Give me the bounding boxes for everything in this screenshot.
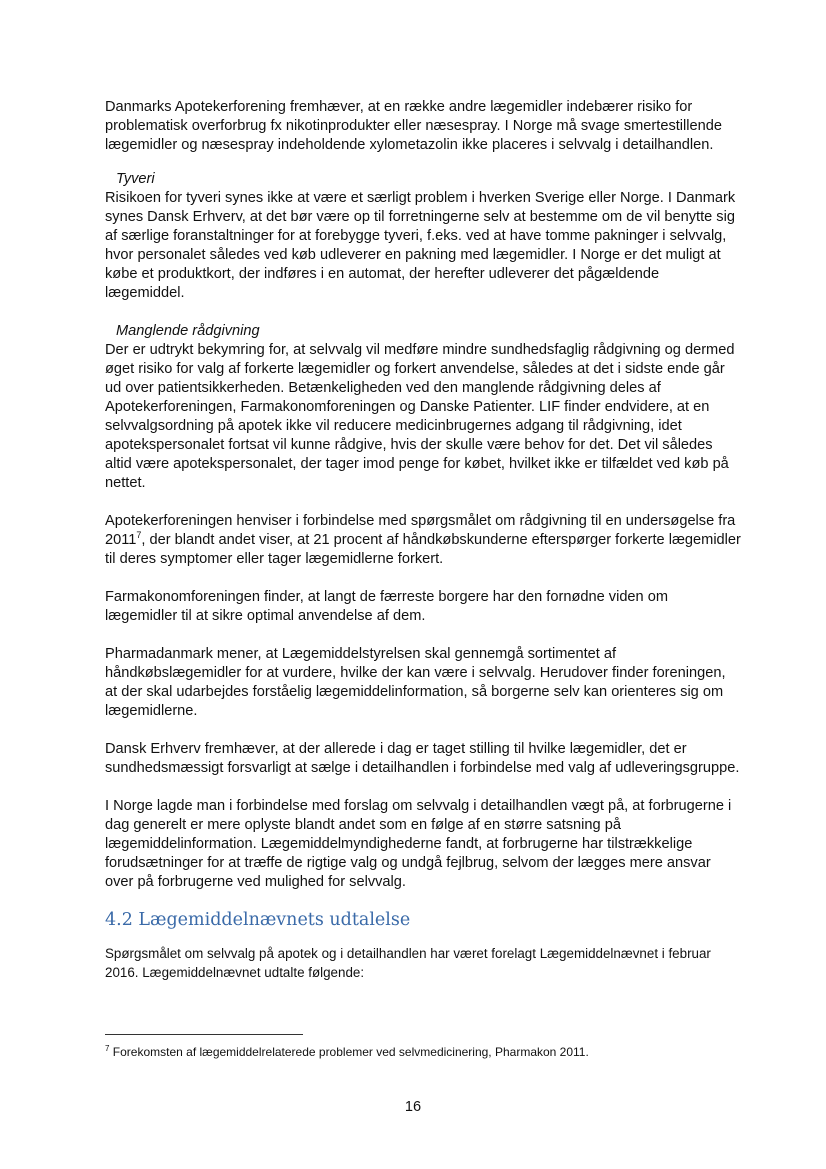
footnote-divider [105,1034,303,1035]
paragraph-dansk-erhverv: Dansk Erhverv fremhæver, at der allerede i dag er taget stilling til hvilke lægemidler, det er sundhedsmæssigt forsvarligt at sælge i detailhandlen i forbindelse med valg af udleveringsgruppe. [105,741,740,776]
footnote [105,1044,741,1060]
footnote-number: 7 [105,1044,110,1053]
paragraph-undersoegelse-end: , der blandt andet viser, at 21 procent af håndkøbskunderne efterspørger forkerte lægemidler til deres symptomer eller tager lægemidlerne forkert. [105,532,741,567]
paragraph-undersoegelse [105,512,741,569]
body-content [105,98,741,982]
paragraph-undersoegelse-start: Apotekerforeningen henviser i forbindelse med spørgsmålet om rådgivning til en undersøgelse fra 2011 [105,513,736,548]
page-number: 16 [404,1099,422,1115]
paragraph-apotekerforening: Danmarks Apotekerforening fremhæver, at en række andre lægemidler indebærer risiko for problematisk overforbrug fx nikotinprodukter eller næsespray. I Norge må svage smertestillende lægemidler og næsespray indeholdende xylometazolin ikke placeres i selvvalg i detailhandlen. [105,99,722,153]
subheading-manglende-raadgivning: Manglende rådgivning [116,323,260,339]
section-manglende-raadgivning [105,322,741,493]
paragraph-manglende-raadgivning: Der er udtrykt bekymring for, at selvvalg vil medføre mindre sundhedsfaglig rådgivning og dermed øget risiko for valg af forkerte lægemidler og forkert anvendelse, således at det i sidste ende går ud over patientsikkerheden. Betænkeligheden ved den manglende rådgivning deles af Apotekerforeningen, Farmakonomforeningen og Danske Patienter. LIF finder endvidere, at en selvvalgsordning på apotek ikke vil reducere medicinbrugernes adgang til rådgivning, idet apotekspersonalet fortsat vil kunne rådgive, hvis der skulle være behov for det. Det vil således altid være apotekspersonalet, der tager imod penge for købet, hvilket ikke er tilfældet ved køb på nettet. [105,342,735,491]
paragraph-tyveri: Risikoen for tyveri synes ikke at være et særligt problem i hverken Sverige eller Norge. I Danmark synes Dansk Erhverv, at det bør være op til forretningerne selv at bestemme om de vil benytte sig af særlige foranstaltninger for at forebygge tyveri, f.eks. ved at have tomme pakninger i selvvalg, hvor personalet således ved køb udleverer en pakning med lægemidler. I Norge er det muligt at købe et produktkort, der indføres i en automat, der herefter udleverer det pågældende lægemiddel. [105,190,736,301]
section-heading: 4.2 Lægemiddelnævnets udtalelse [105,910,411,930]
footnote-text: Forekomsten af lægemiddelrelaterede problemer ved selvmedicinering, Pharmakon 2011. [109,1045,589,1059]
section-tyveri [105,170,741,303]
paragraph-norge: I Norge lagde man i forbindelse med forslag om selvvalg i detailhandlen vægt på, at forbrugerne i dag generelt er mere oplyste blandt andet som en følge af en større satsning på lægemiddelinformation. Lægemiddelmyndighederne fandt, at forbrugerne har tilstrækkelige forudsætninger for at træffe de rigtige valg og undgå fejlbrug, selvom der lægges mere ansvar over på forbrugerne ved mulighed for selvvalg. [105,798,732,890]
subheading-tyveri: Tyveri [116,171,155,187]
footnote-reference: 7 [136,530,142,541]
paragraph-pharmadanmark: Pharmadanmark mener, at Lægemiddelstyrelsen skal gennemgå sortimentet af håndkøbslægemidler for at vurdere, hvilke der kan være i selvvalg. Herudover finder foreningen, at der skal udarbejdes forståelig lægemiddelinformation, så borgerne selv kan orienteres sig om lægemidlerne. [105,646,726,719]
paragraph-farmakonomforeningen: Farmakonomforeningen finder, at langt de færreste borgere har den fornødne viden om lægemidler til at sikre optimal anvendelse af dem. [105,589,668,624]
paragraph-laegemiddelnaevnet: Spørgsmålet om selvvalg på apotek og i detailhandlen har været forelagt Lægemiddelnævnet i februar 2016. Lægemiddelnævnet udtalte følgende: [105,946,711,980]
